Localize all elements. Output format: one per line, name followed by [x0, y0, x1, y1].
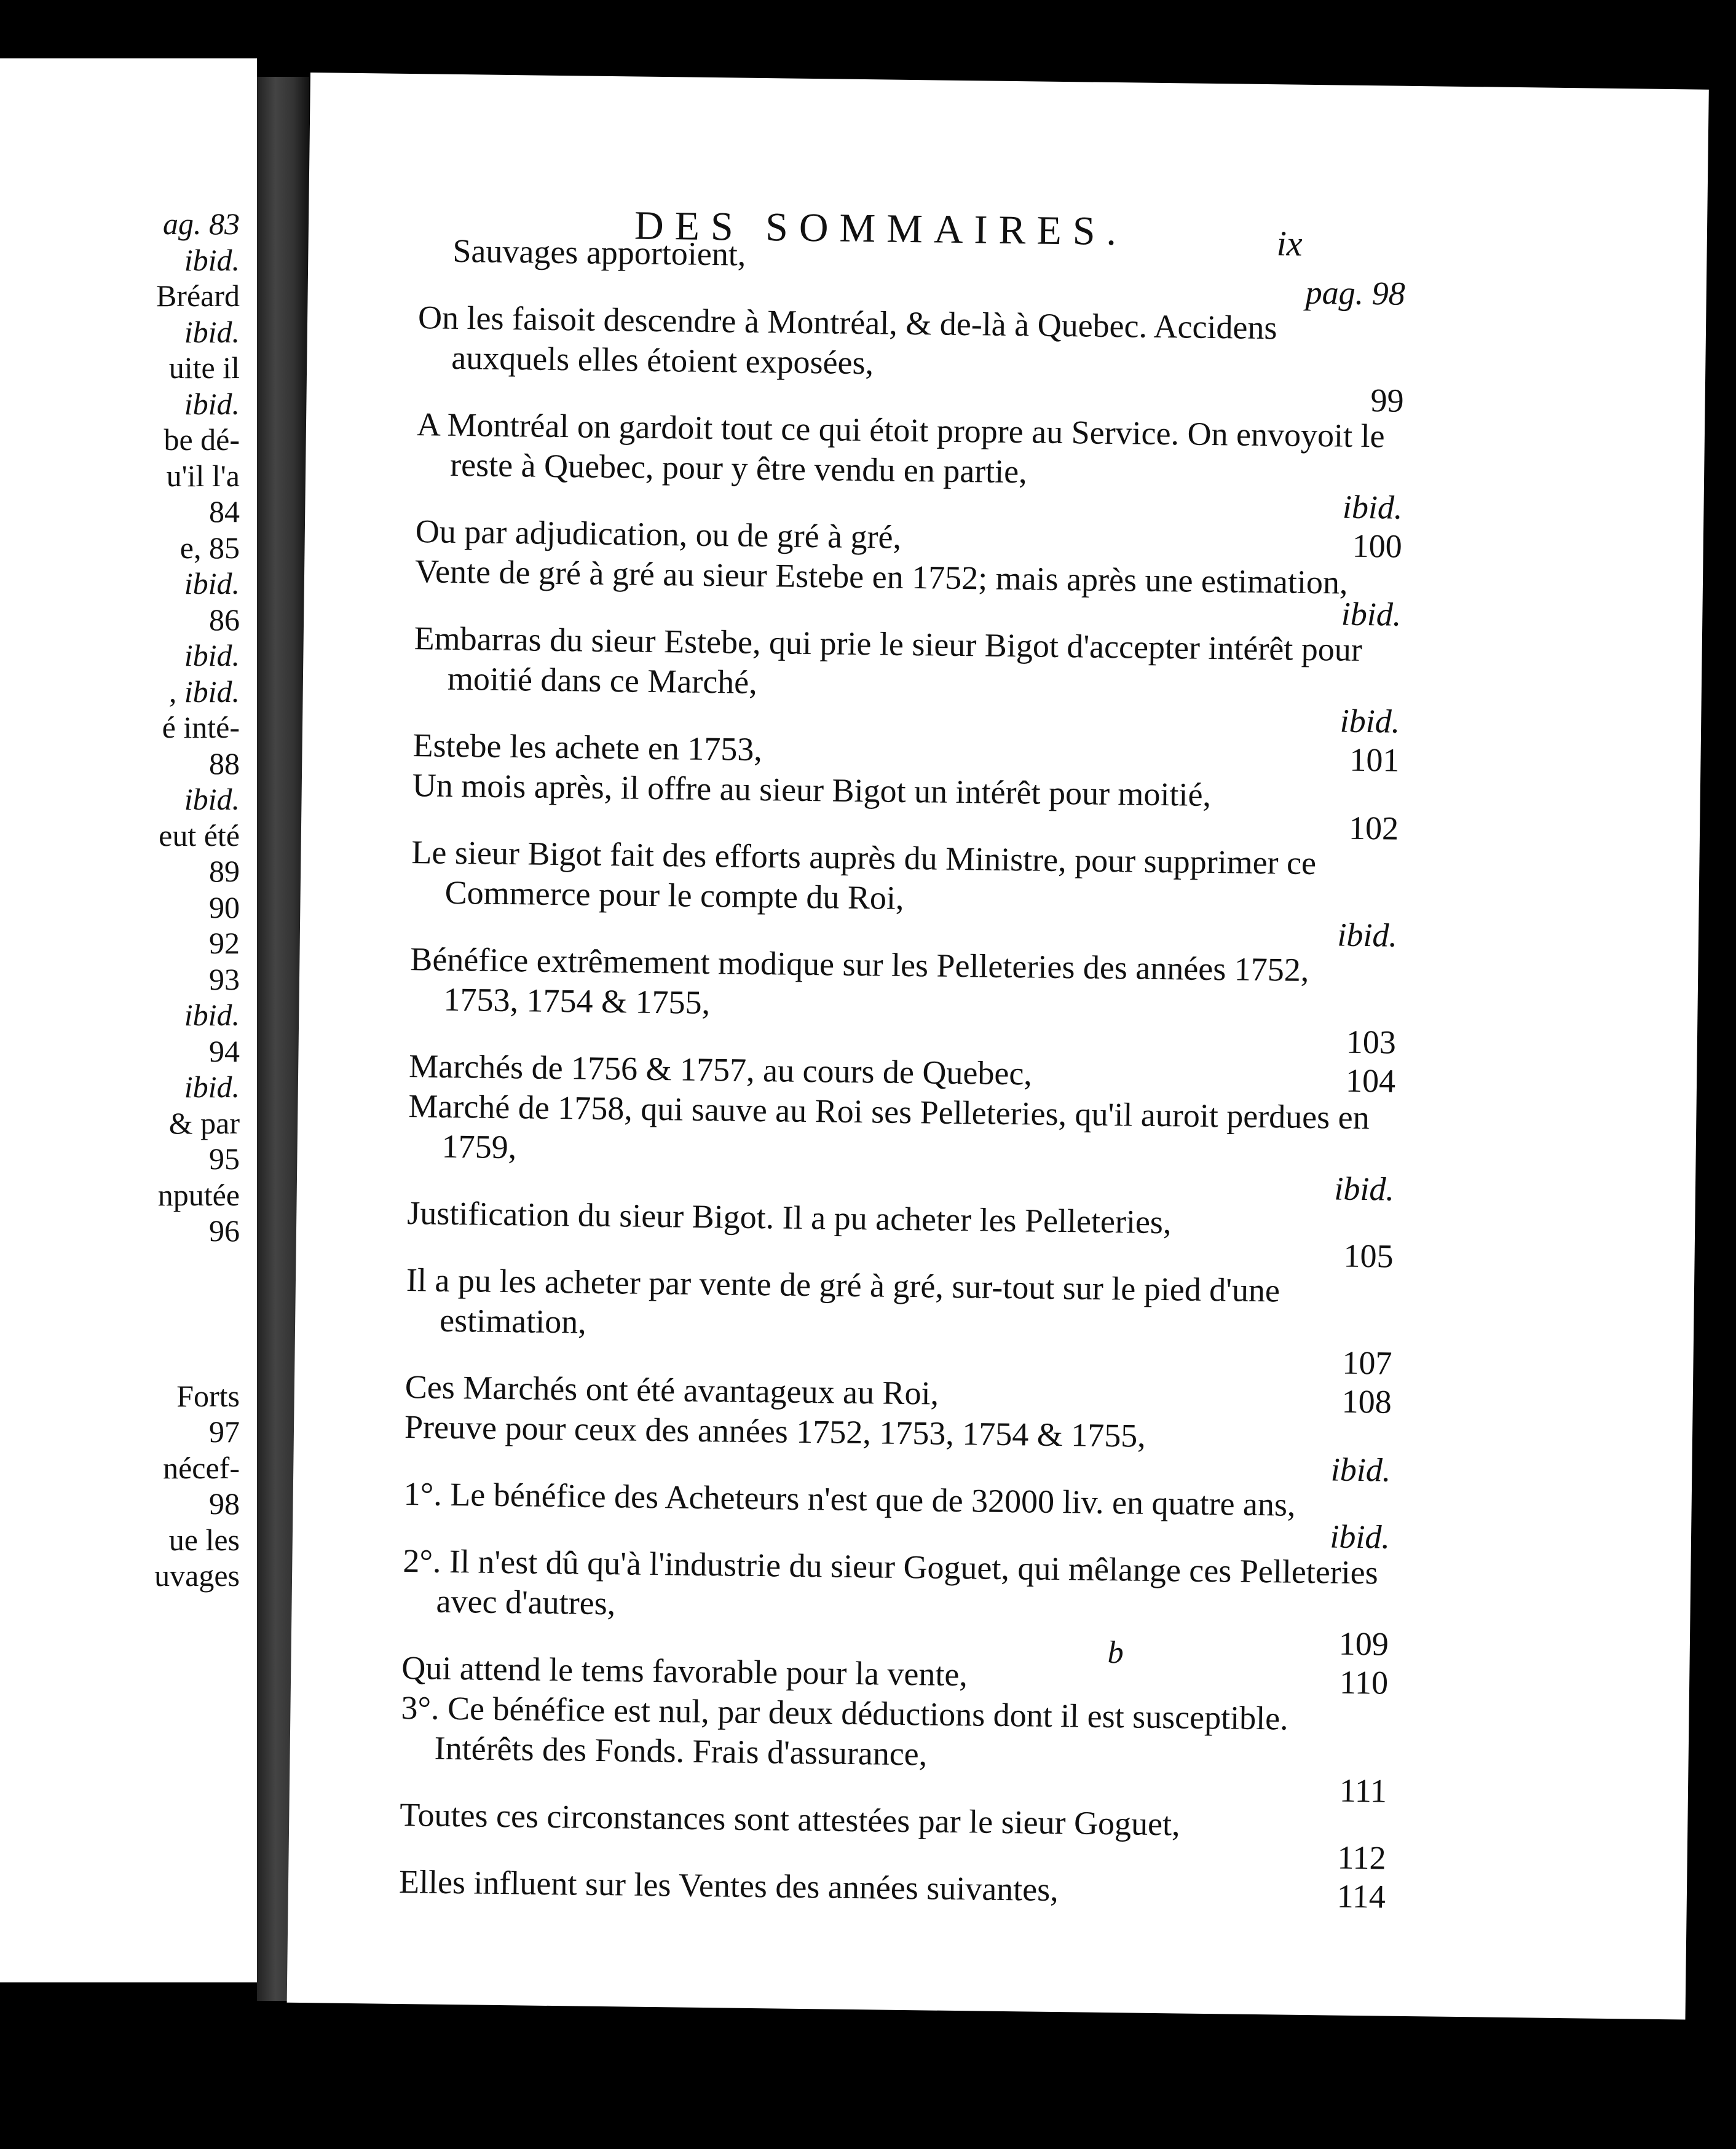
- toc-page-number: 111: [1339, 1772, 1387, 1810]
- folio-number: ix: [1276, 223, 1303, 264]
- toc-entry: [400, 1688, 1388, 1810]
- toc-entry-text: Marchés de 1756 & 1757, au cours de Quebec,: [408, 1047, 1033, 1092]
- toc-entry-text: Embarras du sieur Estebe, qui prie le sieur Bigot d'accepter intérêt pour moitié dans ce Marché,: [414, 620, 1363, 701]
- toc-entry: [417, 298, 1405, 417]
- left-page-line: é inté-: [162, 710, 240, 744]
- left-page-line: ibid.: [184, 998, 240, 1032]
- toc-entry: [414, 551, 1402, 631]
- toc-entry-text: Qui attend le tems favorable pour la vente,: [401, 1649, 968, 1694]
- toc-page-number: 108: [1341, 1382, 1392, 1421]
- toc-entry-text: Justification du sieur Bigot. Il a pu acheter les Pelleteries,: [406, 1194, 1172, 1241]
- left-page-line: 92: [209, 926, 240, 960]
- toc-entry-text: A Montréal on gardoit tout ce qui étoit propre au Service. On envoyoit le reste à Quebec, pour y être vendu en partie,: [416, 406, 1385, 491]
- toc-entry-text: Marché de 1758, qui sauve au Roi ses Pelleteries, qu'il auroit perdues en 1759,: [408, 1087, 1370, 1166]
- toc-entry-text: Le sieur Bigot fait des efforts auprès du Ministre, pour supprimer ce Commerce pour le compte du Roi,: [411, 834, 1317, 917]
- toc-entry-text: 3°. Ce bénéfice est nul, par deux déductions dont il est susceptible. Intérêts des Fonds. Frais d'assurance,: [401, 1689, 1289, 1773]
- left-page-line: ibid.: [184, 566, 240, 601]
- toc-page-number: ibid.: [1330, 1518, 1391, 1556]
- left-page-line: & par: [168, 1105, 240, 1140]
- toc-entry: [403, 1474, 1391, 1556]
- toc-page-number: 112: [1337, 1839, 1387, 1877]
- left-page-line: uvages: [154, 1558, 240, 1593]
- left-page-line: ibid.: [184, 314, 240, 349]
- toc-page-number: 114: [1336, 1877, 1386, 1915]
- toc-entry-text: Toutes ces circonstances sont attestées par le sieur Goguet,: [400, 1796, 1180, 1843]
- right-page: [287, 73, 1709, 2020]
- left-page-line: ibid.: [184, 386, 240, 421]
- left-page-line: 93: [209, 961, 240, 996]
- left-page-line: 95: [209, 1142, 240, 1176]
- toc-entry: [399, 1795, 1387, 1877]
- left-page-line: 89: [209, 854, 240, 888]
- left-page-line: ibid.: [184, 242, 240, 277]
- left-page-line: 98: [209, 1486, 240, 1521]
- toc-entry-text: Sauvages apportoient,: [452, 232, 746, 273]
- toc-entry: [419, 231, 1406, 310]
- toc-page-number: ibid.: [1342, 488, 1403, 526]
- left-page-line: u'il l'a: [166, 458, 240, 493]
- toc-entry-text: On les faisoit descendre à Montréal, & de-là à Quebec. Accidens auxquels elles étoient exposées,: [417, 299, 1277, 382]
- left-page-line: ag. 83: [163, 207, 240, 241]
- left-page-line: 86: [209, 602, 240, 637]
- left-page-line: 96: [209, 1213, 240, 1248]
- toc-entry-text: Un mois après, il offre au sieur Bigot un intérêt pour moitié,: [412, 767, 1212, 813]
- left-page-line: , ibid.: [168, 674, 240, 709]
- toc-entry: [409, 939, 1397, 1059]
- left-page-line: ibid.: [184, 1070, 240, 1104]
- toc-entry: [408, 1086, 1395, 1208]
- left-page-line: Forts: [176, 1378, 240, 1413]
- toc-page-number: 102: [1348, 809, 1399, 847]
- left-page-line: 84: [209, 494, 240, 529]
- toc-entry: [416, 404, 1403, 524]
- toc-page-number: 105: [1343, 1237, 1394, 1275]
- left-page-line: 97: [209, 1414, 240, 1449]
- left-page-line: ibid.: [184, 782, 240, 816]
- toc-entry-text: Bénéfice extrêmement modique sur les Pelleteries des années 1752, 1753, 1754 & 1755,: [410, 940, 1309, 1022]
- left-page-line: e, 85: [180, 530, 240, 565]
- toc-page-number: ibid.: [1339, 702, 1400, 740]
- left-page-line: 90: [209, 889, 240, 925]
- toc-entry-text: Ou par adjudication, ou de gré à gré,: [415, 513, 902, 556]
- left-page-line: 88: [209, 746, 240, 781]
- toc-page-number: 110: [1339, 1663, 1389, 1701]
- toc-entry: [411, 832, 1399, 952]
- signature-mark: b: [1107, 1635, 1124, 1671]
- left-page-line: ibid.: [184, 638, 240, 672]
- toc-entry: [406, 1193, 1394, 1275]
- left-page-line: Bréard: [156, 278, 240, 313]
- left-page-line: nécef-: [163, 1450, 240, 1485]
- toc-entry-text: 1°. Le bénéfice des Acheteurs n'est que de 32000 liv. en quatre ans,: [403, 1475, 1296, 1523]
- left-page-fragment: [0, 58, 257, 1982]
- toc-entry: [405, 1260, 1393, 1382]
- toc-entry: [413, 618, 1401, 738]
- left-page-line: 94: [209, 1033, 240, 1068]
- toc-entry-text: Il a pu les acheter par vente de gré à gré, sur-tout sur le pied d'une estimation,: [406, 1261, 1280, 1341]
- toc-entry: [412, 765, 1399, 845]
- left-page-line: uite il: [168, 350, 240, 385]
- toc-entry-text: Ces Marchés ont été avantageux au Roi,: [404, 1368, 939, 1412]
- toc-page-number: ibid.: [1334, 1170, 1395, 1208]
- toc-page-number: ibid.: [1337, 916, 1398, 954]
- left-page-line: eut été: [159, 818, 240, 853]
- toc-page-number: pag. 98: [1305, 274, 1406, 312]
- toc-entry: [404, 1407, 1391, 1489]
- toc-entry-text: Vente de gré à gré au sieur Estebe en 1752; mais après une estimation,: [414, 553, 1348, 601]
- toc-entry: [402, 1541, 1390, 1663]
- toc-entry-text: Estebe les achete en 1753,: [412, 727, 763, 768]
- toc-entry-text: Preuve pour ceux des années 1752, 1753, 1754 & 1755,: [404, 1408, 1146, 1454]
- toc-page-number: 99: [1370, 382, 1404, 419]
- toc-page-number: ibid.: [1341, 595, 1402, 633]
- toc-page-number: 109: [1338, 1625, 1389, 1663]
- toc-page-number: ibid.: [1330, 1451, 1391, 1489]
- toc-page-number: 107: [1342, 1344, 1392, 1382]
- left-page-line: nputée: [157, 1177, 240, 1212]
- page-heading: DES SOMMAIRES.: [634, 203, 1128, 254]
- toc-page-number: 104: [1345, 1062, 1396, 1100]
- toc-page-number: 101: [1349, 741, 1400, 779]
- toc-page-number: 103: [1346, 1023, 1397, 1061]
- left-page-line: ue les: [168, 1522, 240, 1557]
- toc-page-number: 100: [1352, 527, 1403, 565]
- toc-entry-text: Elles influent sur les Ventes des années suivantes,: [398, 1863, 1059, 1909]
- table-of-contents: [399, 231, 1406, 1914]
- toc-entry-text: 2°. Il n'est dû qu'à l'industrie du sieur Goguet, qui mêlange ces Pelleteries avec d'autres,: [403, 1542, 1379, 1622]
- left-page-line: be dé-: [164, 422, 240, 457]
